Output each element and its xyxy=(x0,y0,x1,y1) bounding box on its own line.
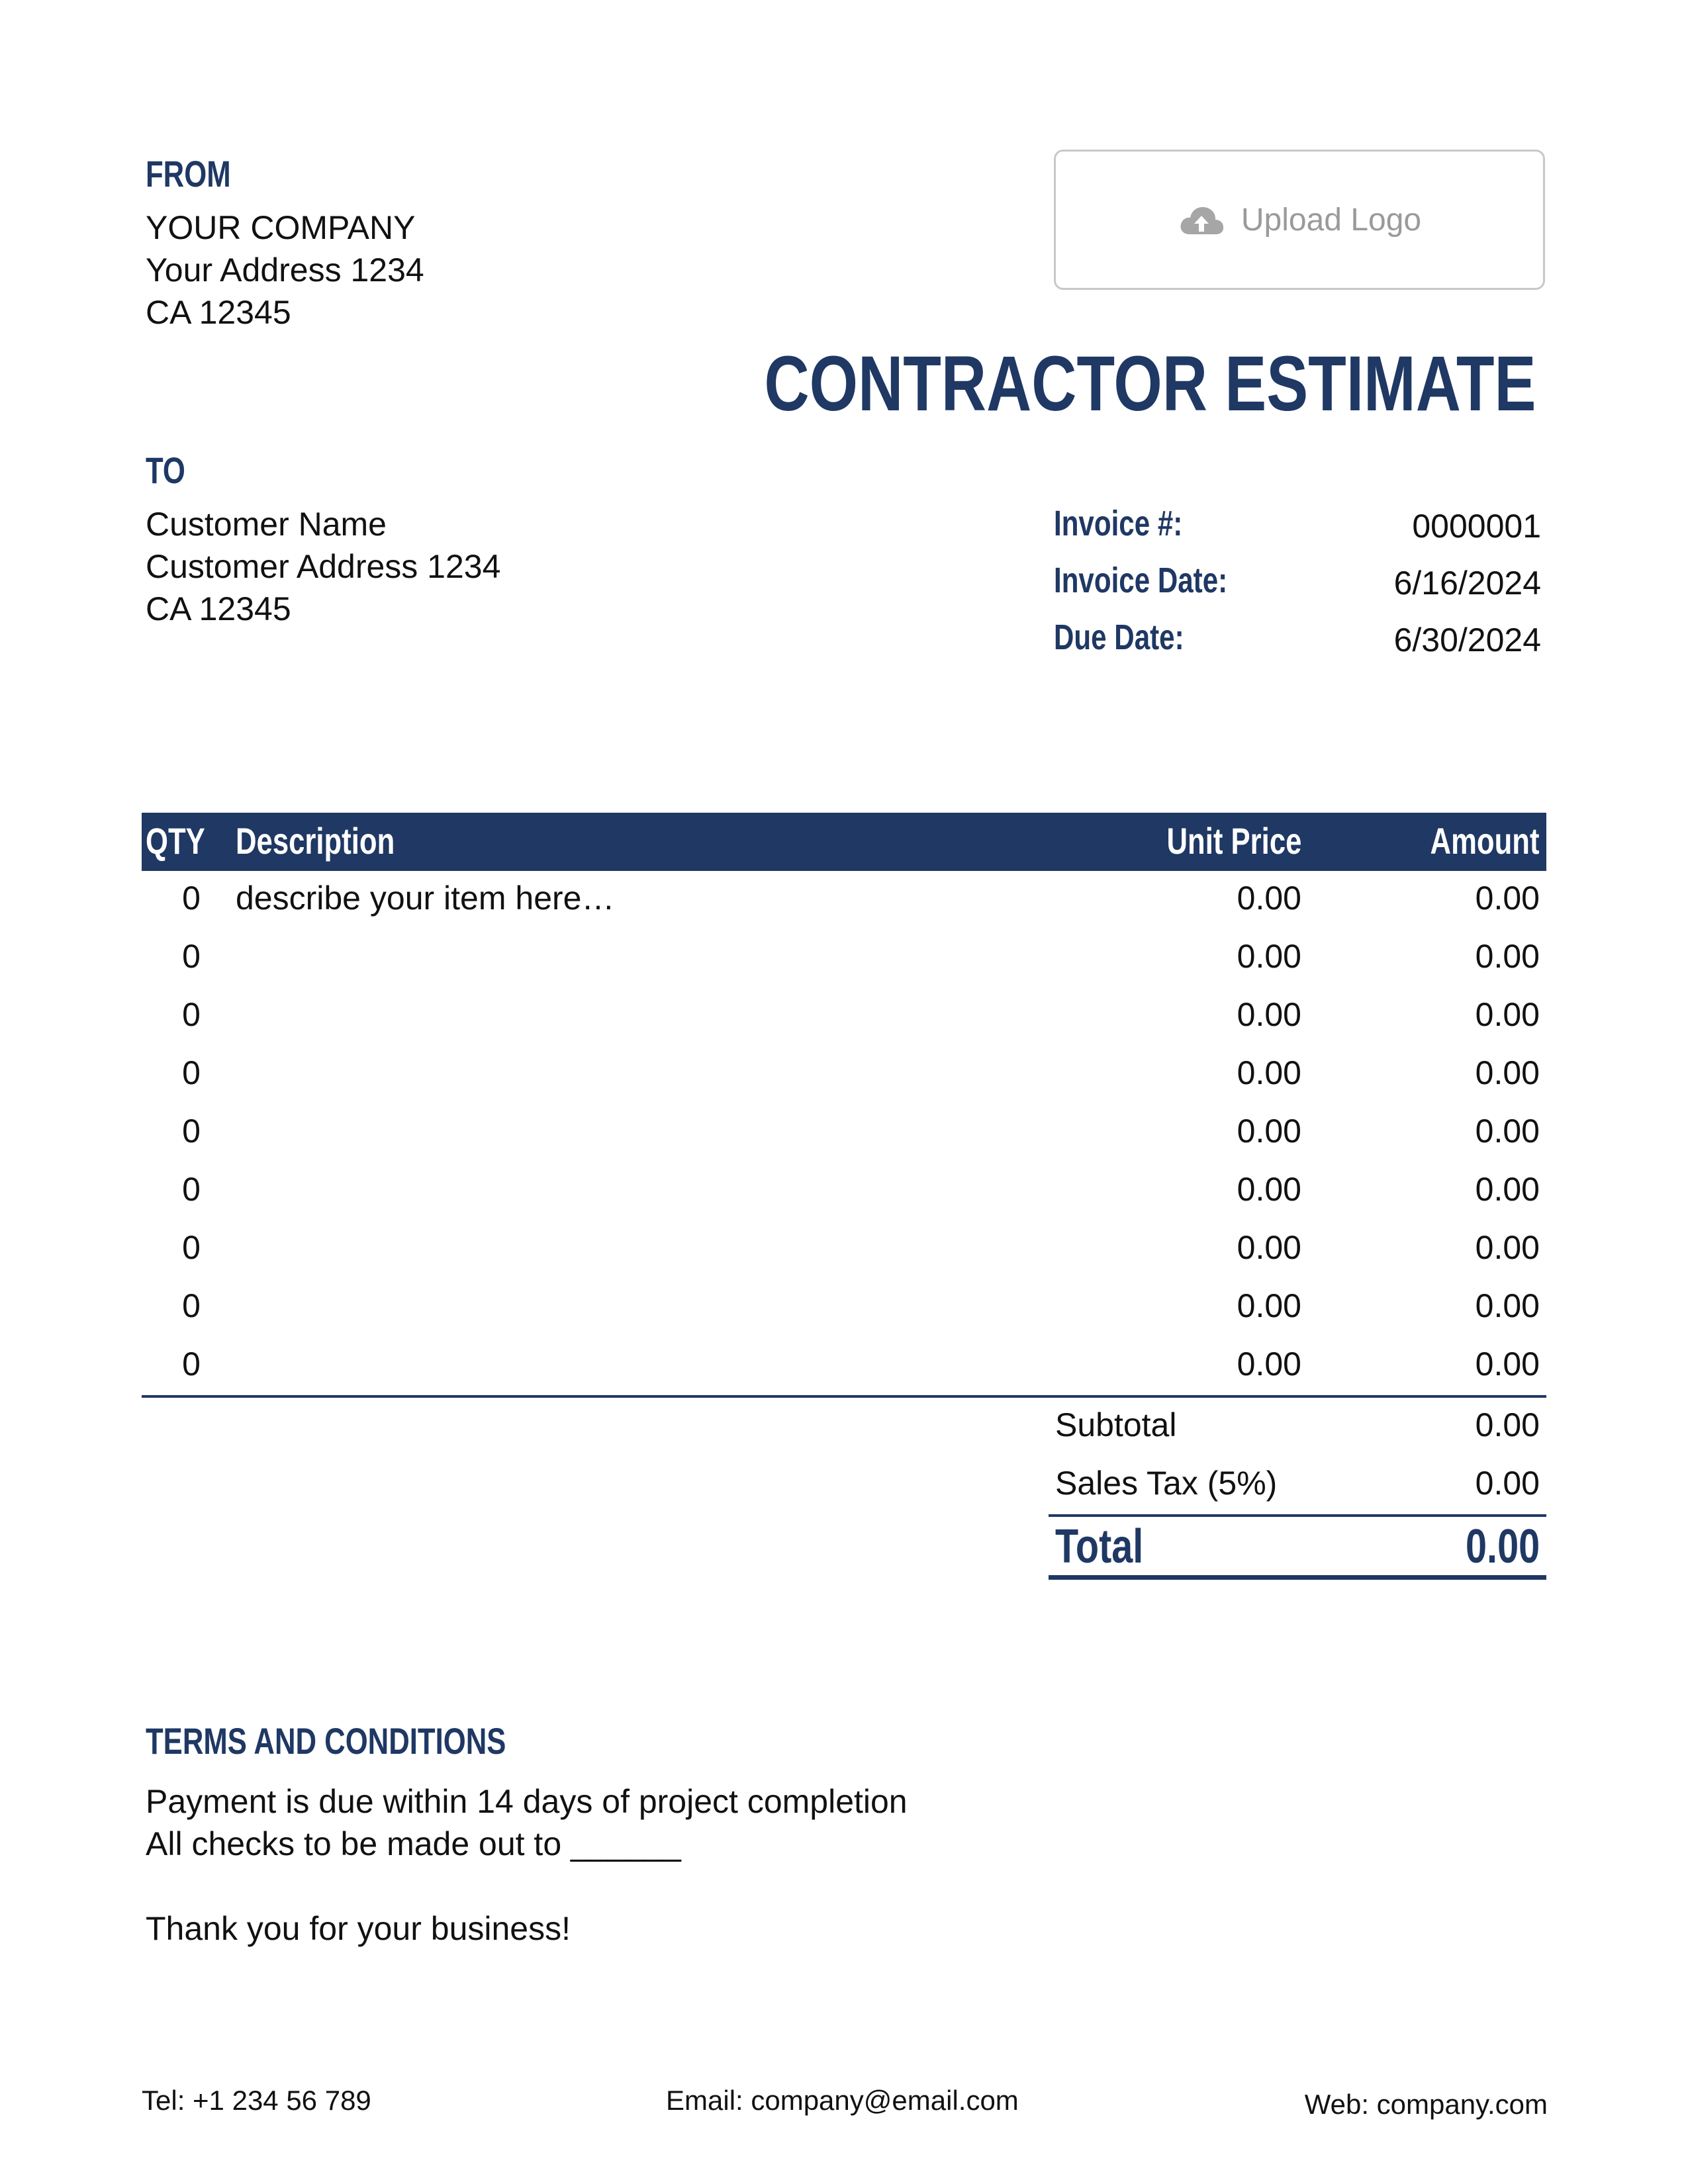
total-row xyxy=(1049,1514,1546,1580)
row-qty: 0 xyxy=(182,1287,201,1324)
from-company-name: YOUR COMPANY xyxy=(146,209,416,246)
terms-heading: TERMS AND CONDITIONS xyxy=(146,1720,506,1762)
row-qty: 0 xyxy=(182,996,201,1033)
header-description: Description xyxy=(236,820,395,862)
row-qty: 0 xyxy=(182,1113,201,1150)
cloud-upload-icon xyxy=(1178,201,1225,238)
footer-website: Web: company.com xyxy=(1304,2089,1548,2120)
row-amount: 0.00 xyxy=(1475,1229,1540,1266)
row-qty: 0 xyxy=(182,1171,201,1208)
sales-tax-label: Sales Tax (5%) xyxy=(1055,1465,1278,1502)
table-row xyxy=(142,1337,1546,1395)
row-qty: 0 xyxy=(182,938,201,975)
row-unit-price: 0.00 xyxy=(1237,1171,1301,1208)
row-unit-price: 0.00 xyxy=(1237,996,1301,1033)
items-table xyxy=(142,813,1546,1398)
row-unit-price: 0.00 xyxy=(1237,880,1301,917)
customer-name: Customer Name xyxy=(146,506,387,543)
table-row xyxy=(142,1104,1546,1162)
sales-tax-value: 0.00 xyxy=(1475,1465,1540,1502)
subtotal-row xyxy=(1049,1398,1546,1456)
to-heading: TO xyxy=(146,449,185,491)
invoice-date-row xyxy=(1054,560,1541,617)
row-unit-price: 0.00 xyxy=(1237,1229,1301,1266)
row-amount: 0.00 xyxy=(1475,1287,1540,1324)
row-qty: 0 xyxy=(182,1345,201,1383)
total-value: 0.00 xyxy=(1465,1520,1540,1573)
row-unit-price: 0.00 xyxy=(1237,1345,1301,1383)
totals-block xyxy=(1049,1398,1546,1580)
customer-city-line: CA 12345 xyxy=(146,590,291,627)
table-row xyxy=(142,929,1546,987)
due-date-label: Due Date: xyxy=(1054,617,1184,657)
from-city-line: CA 12345 xyxy=(146,294,291,331)
header-amount: Amount xyxy=(1430,820,1540,862)
header-qty: QTY xyxy=(146,820,205,862)
thank-you-line: Thank you for your business! xyxy=(146,1910,571,1947)
row-amount: 0.00 xyxy=(1475,1054,1540,1091)
row-qty: 0 xyxy=(182,1229,201,1266)
from-heading: FROM xyxy=(146,153,231,195)
terms-spacer xyxy=(146,1865,908,1907)
invoice-number-row xyxy=(1054,503,1541,560)
table-row xyxy=(142,1220,1546,1279)
document-title: CONTRACTOR ESTIMATE xyxy=(764,340,1536,428)
from-address-block xyxy=(146,206,424,334)
row-unit-price: 0.00 xyxy=(1237,1287,1301,1324)
subtotal-value: 0.00 xyxy=(1475,1406,1540,1443)
row-unit-price: 0.00 xyxy=(1237,938,1301,975)
due-date-value: 6/30/2024 xyxy=(1393,621,1541,659)
table-row xyxy=(142,1279,1546,1337)
customer-address-line: Customer Address 1234 xyxy=(146,548,501,585)
row-amount: 0.00 xyxy=(1475,1171,1540,1208)
terms-block xyxy=(146,1780,908,1950)
row-unit-price: 0.00 xyxy=(1237,1113,1301,1150)
table-body xyxy=(142,871,1546,1395)
to-address-block xyxy=(146,503,500,630)
table-row xyxy=(142,1162,1546,1220)
row-amount: 0.00 xyxy=(1475,1345,1540,1383)
terms-line: All checks to be made out to ______ xyxy=(146,1825,681,1862)
table-header xyxy=(142,813,1546,871)
subtotal-label: Subtotal xyxy=(1055,1406,1177,1443)
from-address-line: Your Address 1234 xyxy=(146,251,424,289)
row-amount: 0.00 xyxy=(1475,880,1540,917)
invoice-number-label: Invoice #: xyxy=(1054,504,1183,543)
row-description: describe your item here… xyxy=(236,880,615,917)
row-qty: 0 xyxy=(182,880,201,917)
footer-email: Email: company@email.com xyxy=(666,2085,1019,2116)
row-amount: 0.00 xyxy=(1475,1113,1540,1150)
header-unit-price: Unit Price xyxy=(1166,820,1301,862)
upload-logo-button[interactable] xyxy=(1054,150,1545,290)
footer-phone: Tel: +1 234 56 789 xyxy=(142,2085,371,2116)
table-row xyxy=(142,871,1546,929)
invoice-date-value: 6/16/2024 xyxy=(1393,565,1541,602)
table-row xyxy=(142,987,1546,1046)
invoice-date-label: Invoice Date: xyxy=(1054,561,1228,600)
table-row xyxy=(142,1046,1546,1104)
row-qty: 0 xyxy=(182,1054,201,1091)
terms-line: Payment is due within 14 days of project completion xyxy=(146,1783,908,1820)
upload-logo-label: Upload Logo xyxy=(1241,202,1422,238)
invoice-number-value: 0000001 xyxy=(1412,508,1541,545)
row-amount: 0.00 xyxy=(1475,938,1540,975)
due-date-row xyxy=(1054,617,1541,674)
total-label: Total xyxy=(1055,1520,1144,1573)
sales-tax-row xyxy=(1049,1456,1546,1514)
row-amount: 0.00 xyxy=(1475,996,1540,1033)
row-unit-price: 0.00 xyxy=(1237,1054,1301,1091)
